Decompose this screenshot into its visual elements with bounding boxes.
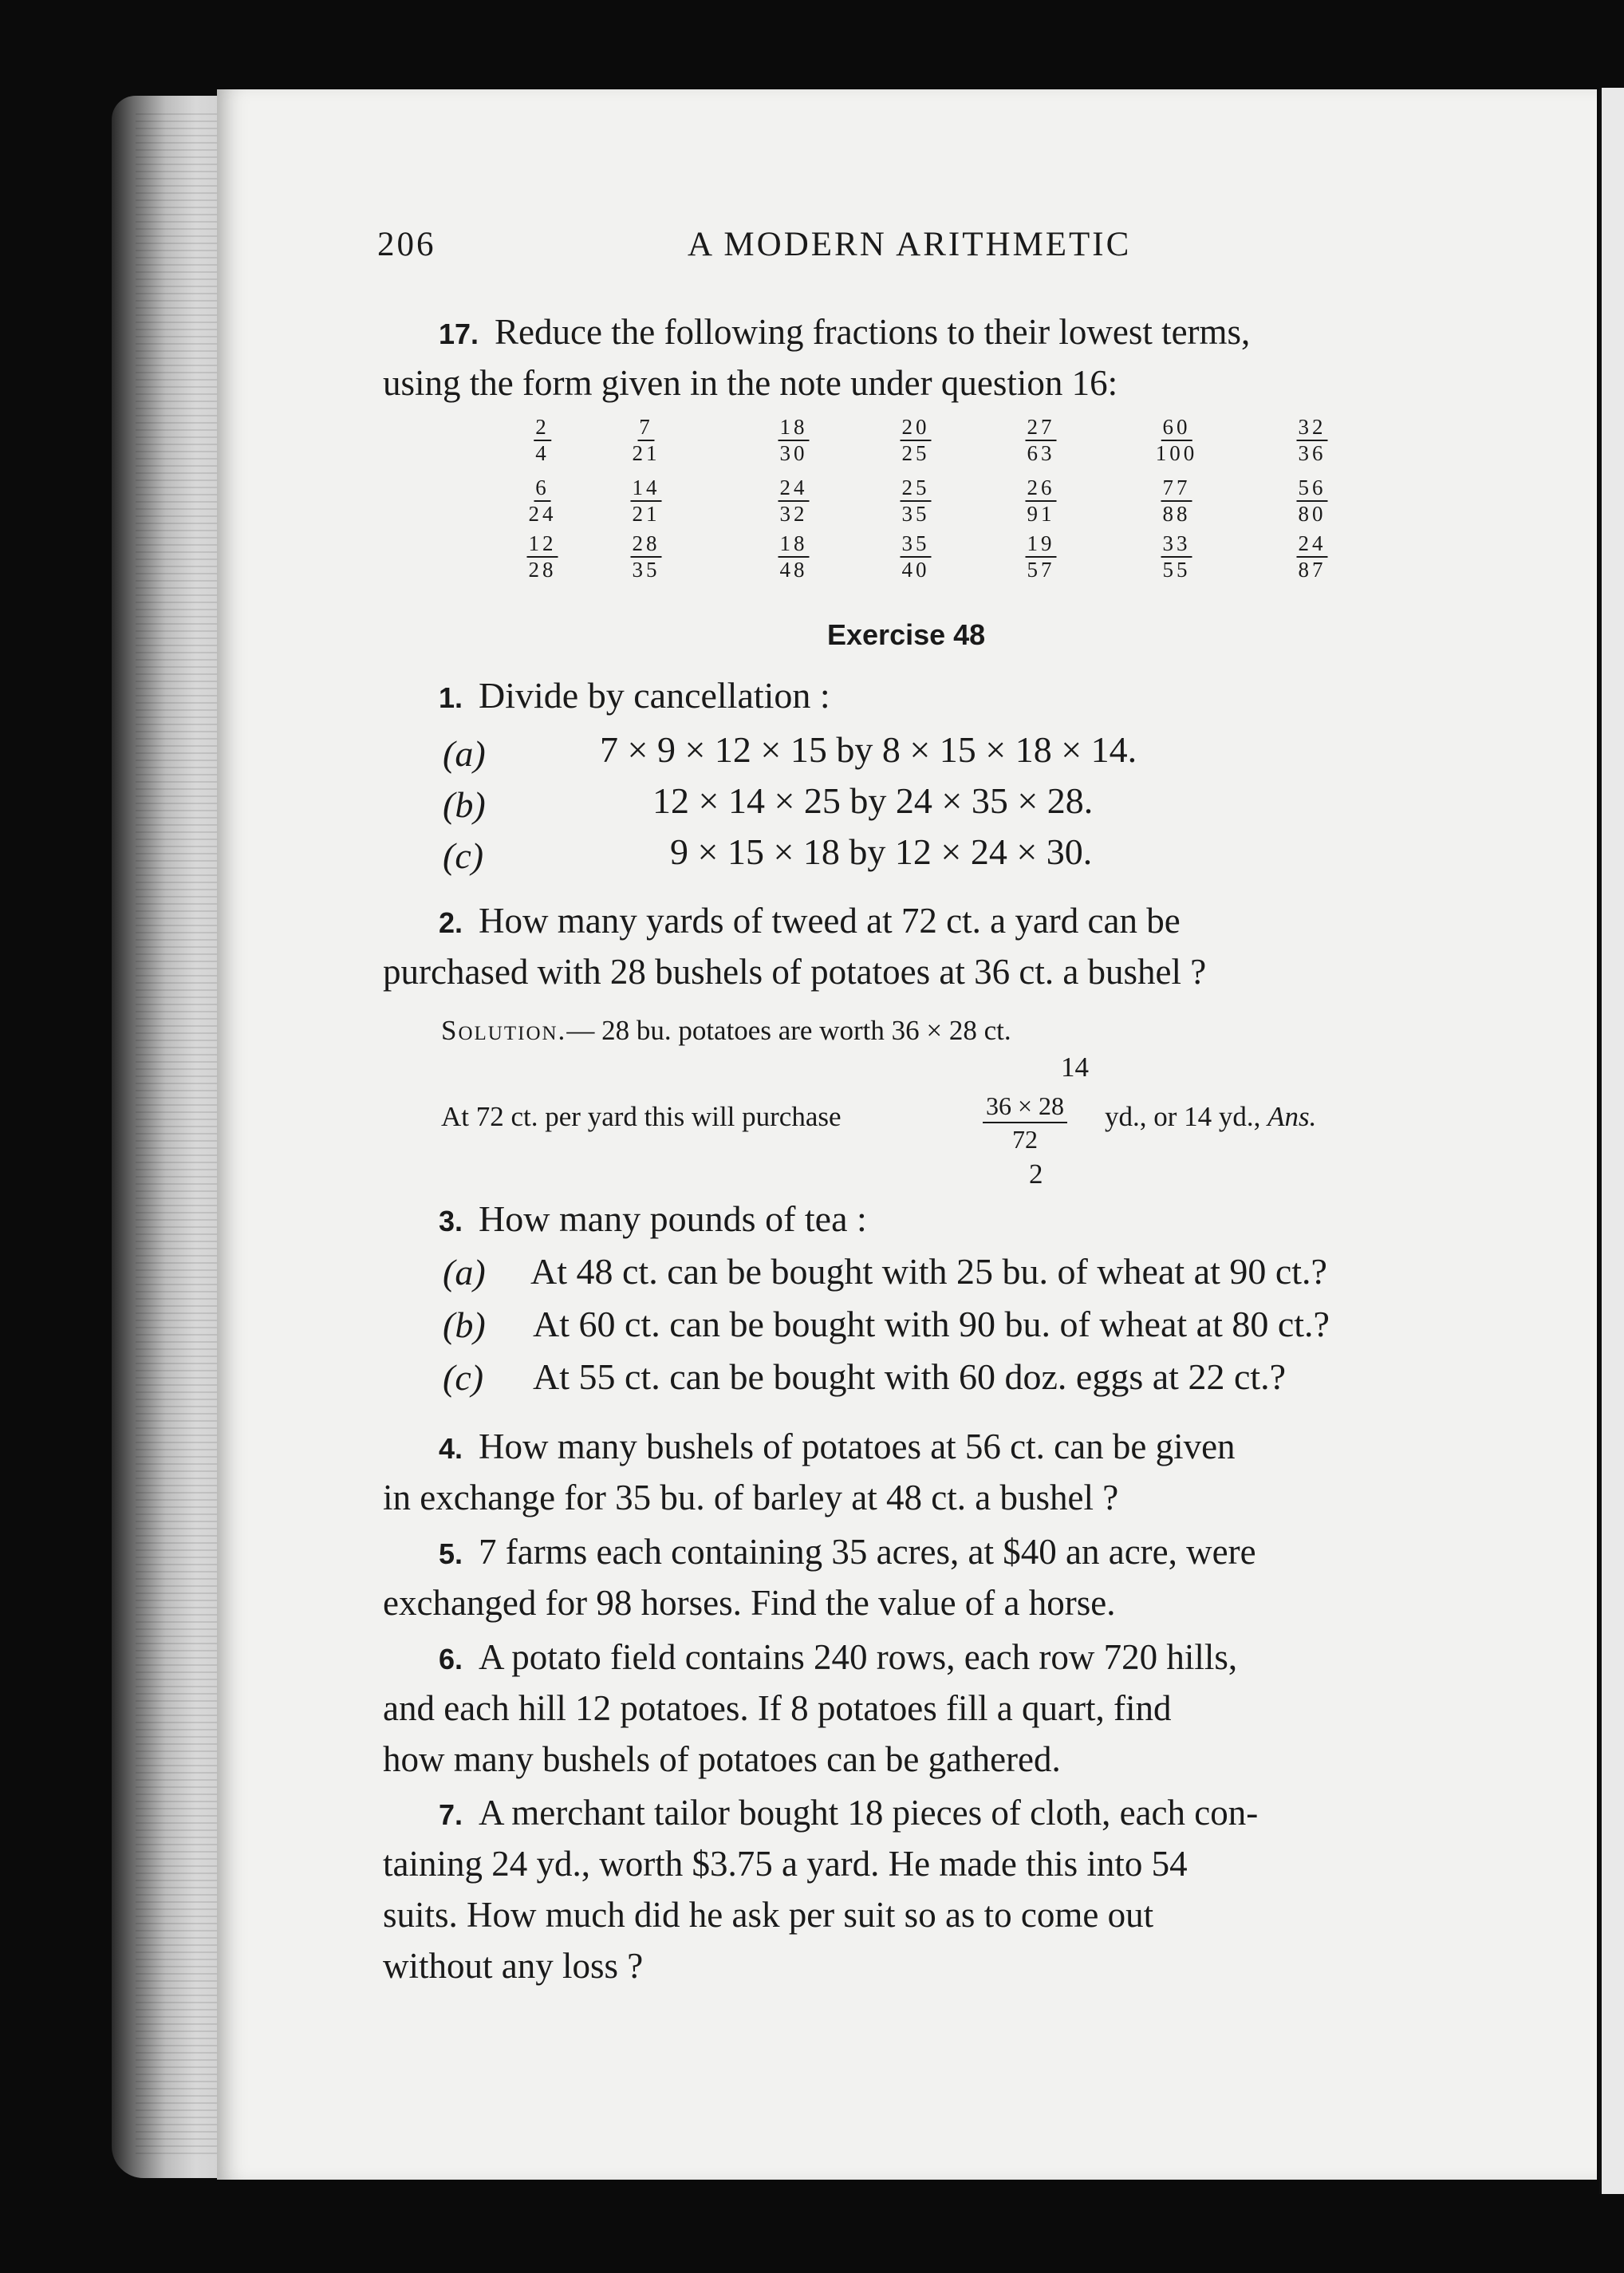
q3-line: 3. How many pounds of tea :	[439, 1198, 867, 1239]
fraction-60-over-100	[1156, 416, 1198, 464]
fraction-denominator: 24	[528, 502, 557, 526]
fraction-numerator: 6	[534, 477, 551, 502]
q6-line2: and each hill 12 potatoes. If 8 potatoes fill a quart, find	[383, 1688, 1172, 1728]
fraction-numerator: 56	[1297, 477, 1328, 502]
fraction-28-over-35	[631, 533, 662, 581]
fraction-numerator: 24	[1297, 533, 1328, 558]
fraction-denominator: 4	[535, 441, 550, 465]
fraction-2-over-4	[534, 416, 551, 464]
q2-line2: purchased with 28 bushels of potatoes at 36 ct. a bushel ?	[383, 952, 1207, 992]
q2-calc-numerator: 36 × 28	[983, 1090, 1067, 1123]
q2-calc-prefix: At 72 ct. per yard this will purchase	[441, 1101, 842, 1132]
fraction-numerator: 32	[1297, 416, 1328, 441]
fraction-numerator: 7	[637, 416, 655, 441]
q6-number: 6.	[439, 1643, 463, 1675]
fraction-56-over-80	[1297, 477, 1328, 525]
fraction-numerator: 24	[778, 477, 810, 502]
fraction-numerator: 60	[1161, 416, 1192, 441]
running-title: A MODERN ARITHMETIC	[688, 226, 1132, 263]
q7-line3: suits. How much did he ask per suit so as to come out	[383, 1895, 1154, 1935]
q3-part-c-label: (c)	[443, 1357, 484, 1398]
fraction-24-over-32	[778, 477, 810, 525]
fraction-numerator: 2	[534, 416, 551, 441]
fraction-denominator: 40	[901, 558, 930, 582]
q4-line1: 4. How many bushels of potatoes at 56 ct. can be given	[439, 1427, 1236, 1466]
fraction-denominator: 25	[901, 441, 930, 465]
fraction-numerator: 35	[901, 533, 932, 558]
fraction-denominator: 63	[1027, 441, 1055, 465]
fraction-12-over-28	[527, 533, 558, 581]
fraction-numerator: 33	[1161, 533, 1192, 558]
fraction-denominator: 35	[901, 502, 930, 526]
fraction-numerator: 27	[1026, 416, 1057, 441]
fraction-27-over-63	[1026, 416, 1057, 464]
q17-number: 17.	[439, 318, 479, 350]
fraction-denominator: 32	[779, 502, 808, 526]
q2-number: 2.	[439, 906, 463, 939]
q1-part-b-label: (b)	[443, 784, 486, 825]
q3-part-b-text: At 60 ct. can be bought with 90 bu. of wheat at 80 ct.?	[533, 1304, 1330, 1344]
fraction-numerator: 77	[1161, 477, 1192, 502]
fraction-33-over-55	[1161, 533, 1192, 581]
fraction-denominator: 30	[779, 441, 808, 465]
q2-line1: 2. How many yards of tweed at 72 ct. a yard can be	[439, 901, 1181, 941]
q1-part-b-expr: 12 × 14 × 25 by 24 × 35 × 28.	[652, 780, 1094, 821]
q2-calc-suffix: yd., or 14 yd., Ans.	[1105, 1101, 1317, 1132]
fraction-24-over-87	[1297, 533, 1328, 581]
fraction-denominator: 35	[632, 558, 660, 582]
page-number: 206	[377, 226, 436, 263]
q2-solution: Solution.— 28 bu. potatoes are worth 36 × 28 ct.	[441, 1015, 1011, 1046]
q2-calc-denominator: 72	[1012, 1125, 1039, 1154]
fraction-denominator: 80	[1298, 502, 1326, 526]
fraction-denominator: 55	[1162, 558, 1191, 582]
q3-part-a-text: At 48 ct. can be bought with 25 bu. of wheat at 90 ct.?	[530, 1251, 1327, 1292]
fraction-numerator: 12	[527, 533, 558, 558]
fraction-denominator: 21	[632, 441, 660, 465]
q3-part-c-text: At 55 ct. can be bought with 60 doz. eggs at 22 ct.?	[533, 1356, 1287, 1397]
fraction-numerator: 20	[901, 416, 932, 441]
fraction-denominator: 36	[1298, 441, 1326, 465]
fraction-35-over-40	[901, 533, 932, 581]
q3-part-a-label: (a)	[443, 1252, 486, 1292]
fraction-25-over-35	[901, 477, 932, 525]
q6-line3: how many bushels of potatoes can be gathered.	[383, 1739, 1061, 1779]
q1-part-a-expr: 7 × 9 × 12 × 15 by 8 × 15 × 18 × 14.	[600, 729, 1137, 770]
fraction-denominator: 88	[1162, 502, 1191, 526]
q2-calc-fraction	[983, 1090, 1067, 1155]
fraction-numerator: 19	[1026, 533, 1057, 558]
q1-line: 1. Divide by cancellation :	[439, 675, 830, 716]
q4-line2: in exchange for 35 bu. of barley at 48 ct. a bushel ?	[383, 1478, 1119, 1517]
fraction-26-over-91	[1026, 477, 1057, 525]
fraction-numerator: 18	[778, 416, 810, 441]
fraction-numerator: 18	[778, 533, 810, 558]
exercise-title: Exercise 48	[827, 618, 986, 651]
fraction-denominator: 87	[1298, 558, 1326, 582]
q7-line1: 7. A merchant tailor bought 18 pieces of cloth, each con-	[439, 1793, 1259, 1833]
fraction-20-over-25	[901, 416, 932, 464]
q1-part-a-label: (a)	[443, 733, 486, 774]
fraction-19-over-57	[1026, 533, 1057, 581]
fraction-numerator: 26	[1026, 477, 1057, 502]
fraction-77-over-88	[1161, 477, 1192, 525]
q3-number: 3.	[439, 1205, 463, 1237]
fraction-denominator: 91	[1027, 502, 1055, 526]
fraction-6-over-24	[529, 477, 557, 525]
fraction-32-over-36	[1297, 416, 1328, 464]
fraction-denominator: 57	[1027, 558, 1055, 582]
q7-number: 7.	[439, 1798, 463, 1831]
q6-line1: 6. A potato field contains 240 rows, each row 720 hills,	[439, 1637, 1238, 1677]
q1-number: 1.	[439, 681, 463, 714]
fraction-denominator: 28	[528, 558, 557, 582]
q17-line2: using the form given in the note under question 16:	[383, 363, 1118, 403]
q5-number: 5.	[439, 1537, 463, 1570]
fraction-numerator: 25	[901, 477, 932, 502]
book-page-edge-lines	[136, 112, 223, 2154]
q7-line4: without any loss ?	[383, 1946, 644, 1986]
fraction-18-over-48	[778, 533, 810, 581]
next-page-edge	[1599, 88, 1624, 2194]
q2-calc-top: 14	[1061, 1052, 1089, 1083]
q3-part-b-label: (b)	[443, 1304, 486, 1345]
fraction-denominator: 21	[632, 502, 660, 526]
fraction-numerator: 14	[631, 477, 662, 502]
fraction-denominator: 48	[779, 558, 808, 582]
q2-calc-bottom: 2	[1029, 1158, 1043, 1190]
fraction-18-over-30	[778, 416, 810, 464]
q5-line1: 5. 7 farms each containing 35 acres, at $40 an acre, were	[439, 1532, 1256, 1572]
q5-line2: exchanged for 98 horses. Find the value of a horse.	[383, 1583, 1116, 1623]
fraction-numerator: 28	[631, 533, 662, 558]
q1-part-c-label: (c)	[443, 835, 484, 876]
q7-line2: taining 24 yd., worth $3.75 a yard. He made this into 54	[383, 1844, 1188, 1884]
q17-line1: 17. Reduce the following fractions to their lowest terms,	[439, 312, 1251, 352]
fraction-14-over-21	[631, 477, 662, 525]
q1-part-c-expr: 9 × 15 × 18 by 12 × 24 × 30.	[670, 831, 1093, 872]
fraction-denominator: 100	[1155, 441, 1198, 465]
fraction-7-over-21	[633, 416, 660, 464]
q4-number: 4.	[439, 1432, 463, 1465]
